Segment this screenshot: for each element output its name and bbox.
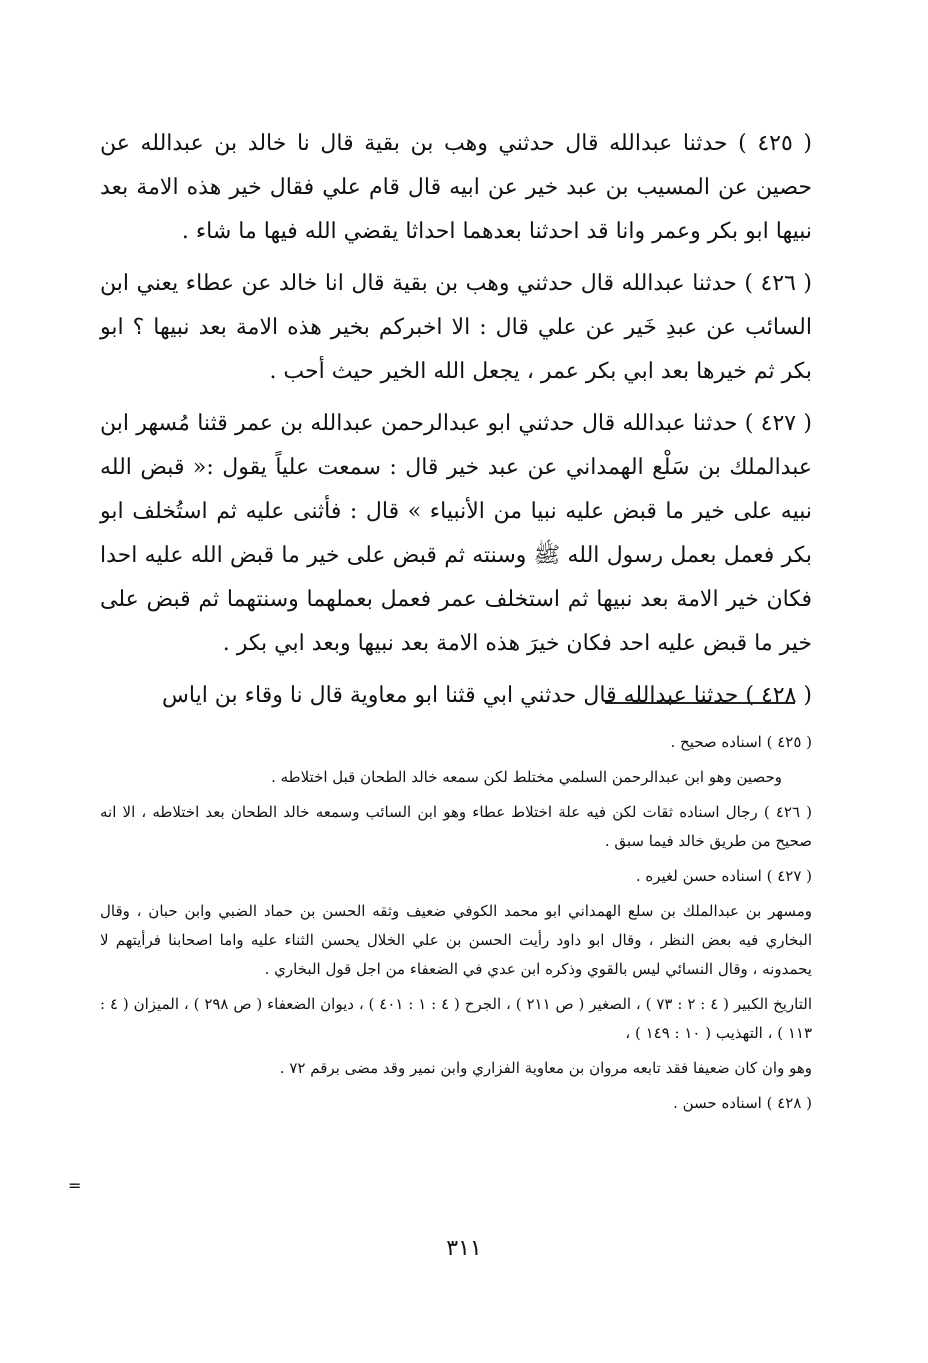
footnote-425-title: ( ٤٢٥ ) اسناده صحيح . [670,733,812,751]
footnote-separator [605,702,795,704]
footnote-427-text-1: ومسهر بن عبدالملك بن سلع الهمداني ابو محمد الكوفي ضعيف وثقه الحسن بن حماد الضبي وابن حبان ، وقال البخاري فيه بعض النظر ، وقال ابو داود رأيت الحسن بن علي الخلال يحسن الثناء عليه واما اصحابنا فرأيتهم لا يحمدونه ، وقال النسائي ليس بالقوي وذكره ابن عدي في الضعفاء من اجل قول البخاري . [100,902,812,978]
hadith-428: ( ٤٢٨ ) حدثنا عبدالله قال حدثني ابي قثنا ابو معاوية قال نا وقاء بن اياس [162,683,812,708]
footnotes [100,728,812,1124]
footnote-427-text-2: التاريخ الكبير ( ٤ : ٢ : ٧٣ ) ، الصغير ( ص ٢١١ ) ، الجرح ( ٤ : ١ : ٤٠١ ) ، ديوان الضعفاء ( ص ٢٩٨ ) ، الميزان ( ٤ : ١١٣ ) ، التهذيب ( ١٠ : ١٤٩ ) ، [100,995,813,1042]
side-mark: = [68,1176,82,1195]
footnote-426: ( ٤٢٦ ) رجال اسناده ثقات لكن فيه علة اختلاط عطاء وهو ابن السائب وسمعه خالد الطحان بعد اختلاطه ، الا انه صحيح من طريق خالد فيما سبق . [100,803,813,850]
hadith-426: ( ٤٢٦ ) حدثنا عبدالله قال حدثني وهب بن بقية قال انا خالد عن عطاء يعني ابن السائب عن عبدِ خَير عن علي قال : الا اخبركم بخير هذه الامة بعد نبيها ؟ ابو بكر ثم خيرها بعد ابي بكر عمر ، يجعل الله الخير حيث أحب . [100,271,813,384]
footnote-428: ( ٤٢٨ ) اسناده حسن . [673,1094,812,1112]
footnote-425-text: وحصين وهو ابن عبدالرحمن السلمي مختلط لكن سمعه خالد الطحان قبل اختلاطه . [271,768,782,786]
page-number: ٣١١ [446,1236,482,1261]
footnote-427-text-3: وهو وان كان ضعيفا فقد تابعه مروان بن معاوية الفزاري وابن نمير وقد مضى برقم ٧٢ . [279,1059,812,1077]
hadith-425: ( ٤٢٥ ) حدثنا عبدالله قال حدثني وهب بن بقية قال نا خالد بن عبدالله عن حصين عن المسيب بن عبد خير عن ابيه قال قام علي فقال خير هذه الامة بعد نبيها ابو بكر وعمر وانا قد احدثنا بعدهما احداثا يقضي الله فيها ما شاء . [100,131,812,244]
main-text [100,122,812,726]
hadith-427: ( ٤٢٧ ) حدثنا عبدالله قال حدثني ابو عبدالرحمن عبدالله بن عمر قثنا مُسهر ابن عبدالملك بن سَلْع الهمداني عن عبد خير قال : سمعت علياً يقول :« قبض الله نبيه على خير ما قبض عليه نبيا من الأنبياء » قال : فأثنى عليه ثم استُخلف ابو بكر فعمل بعمل رسول الله ﷺ وسنته ثم قبض على خير ما قبض الله عليه احدا فكان خير الامة بعد نبيها ثم استخلف عمر فعمل بعملهما وسنتهما ثم قبض على خير ما قبض عليه احد فكان خيرَ هذه الامة بعد نبيها وبعد ابي بكر . [100,411,812,656]
footnote-427-title: ( ٤٢٧ ) اسناده حسن لغيره . [635,867,812,885]
